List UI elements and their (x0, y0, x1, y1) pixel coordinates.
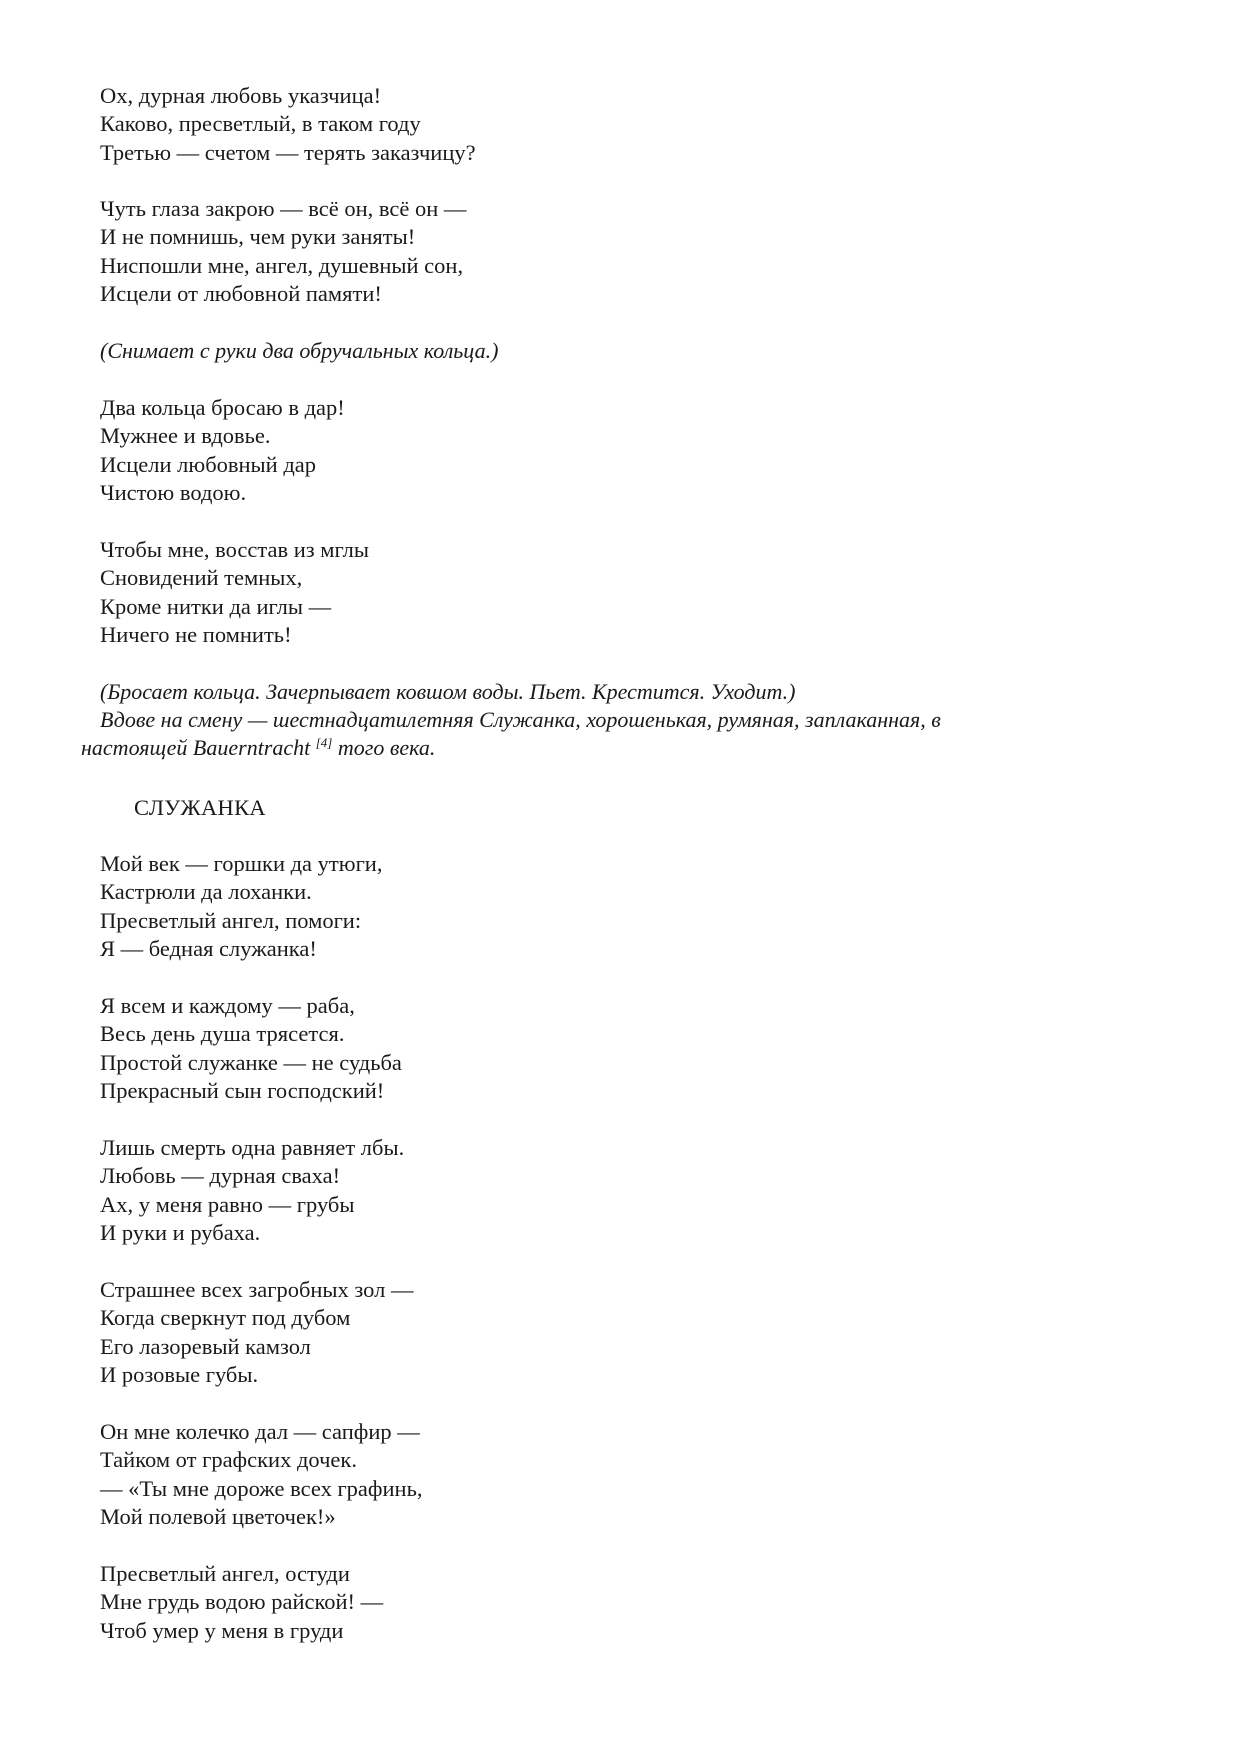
verse-line: Исцели любовный дар (100, 451, 317, 477)
speaker-name: СЛУЖАНКА (134, 795, 266, 820)
verse-line: Чистою водою. (100, 480, 247, 506)
verse-line: Два кольца бросаю в дар! (100, 395, 345, 420)
stage-direction-throws: (Бросает кольца. Зачерпывает ковшом воды. Пьет. Крестится. Уходит.) (100, 679, 796, 704)
verse-line: Исцели от любовной памяти! (100, 281, 382, 307)
verse-line: И розовые губы. (100, 1362, 259, 1388)
verse-line: Простой служанке — не судьба (100, 1049, 402, 1075)
verse-line: Прекрасный сын господский! (100, 1078, 385, 1104)
verse-line: Пресветлый ангел, остуди (100, 1561, 350, 1586)
stanza-4 (100, 536, 369, 650)
verse-line: Страшнее всех загробных зол — (100, 1277, 414, 1302)
verse-line: Я всем и каждому — раба, (100, 993, 355, 1018)
verse-line: Мой полевой цветочек!» (100, 1504, 336, 1530)
verse-line: Мой век — горшки да утюги, (100, 851, 383, 876)
verse-line: Тайком от графских дочек. (100, 1447, 357, 1473)
stanza-1 (100, 82, 476, 167)
stanza-8 (100, 1276, 413, 1390)
verse-line: И не помнишь, чем руки заняты! (100, 224, 416, 250)
stanza-3 (100, 394, 345, 508)
verse-line: Мне грудь водою райской! — (100, 1589, 384, 1615)
verse-line: Ах, у меня равно — грубы (100, 1191, 355, 1217)
verse-line: Кастрюли да лоханки. (100, 879, 312, 905)
verse-line: Мужнее и вдовье. (100, 423, 271, 449)
verse-line: Кроме нитки да иглы — (100, 593, 332, 619)
stage-text: настоящей Bauerntracht (81, 735, 311, 760)
stage-direction-maid-line-2 (81, 734, 435, 762)
verse-line: Ничего не помнить! (100, 622, 292, 648)
footnote-reference[interactable]: [4] (315, 735, 333, 750)
stage-text: того века. (332, 735, 436, 760)
verse-line: Любовь — дурная сваха! (100, 1163, 341, 1189)
verse-line: Лишь смерть одна равняет лбы. (100, 1135, 405, 1160)
stanza-6 (100, 992, 402, 1106)
stage-direction-maid-line-1: Вдове на смену — шестнадцатилетняя Служанка, хорошенькая, румяная, заплаканная, в (100, 707, 941, 732)
verse-line: И руки и рубаха. (100, 1220, 261, 1246)
verse-line: Он мне колечко дал — сапфир — (100, 1419, 420, 1444)
stanza-9 (100, 1418, 422, 1532)
stanza-2 (100, 195, 466, 309)
verse-line: Ох, дурная любовь указчица! (100, 83, 382, 108)
verse-line: Ниспошли мне, ангел, душевный сон, (100, 252, 464, 278)
verse-line: — «Ты мне дороже всех графинь, (100, 1475, 423, 1501)
verse-line: Чтобы мне, восстав из мглы (100, 537, 369, 562)
verse-line: Пресветлый ангел, помоги: (100, 907, 362, 933)
verse-line: Третью — счетом — терять заказчицу? (100, 139, 476, 165)
stage-direction-rings: (Снимает с руки два обручальных кольца.) (100, 338, 499, 363)
verse-line: Сновидений темных, (100, 565, 303, 591)
stanza-7 (100, 1134, 404, 1248)
stanza-5 (100, 850, 382, 964)
verse-line: Каково, пресветлый, в таком году (100, 111, 421, 137)
verse-line: Я — бедная служанка! (100, 936, 317, 962)
stanza-10 (100, 1560, 383, 1645)
verse-line: Когда сверкнут под дубом (100, 1305, 351, 1331)
verse-line: Чтоб умер у меня в груди (100, 1617, 344, 1643)
verse-line: Его лазоревый камзол (100, 1333, 311, 1359)
verse-line: Весь день душа трясется. (100, 1021, 345, 1047)
verse-line: Чуть глаза закрою — всё он, всё он — (100, 196, 467, 221)
